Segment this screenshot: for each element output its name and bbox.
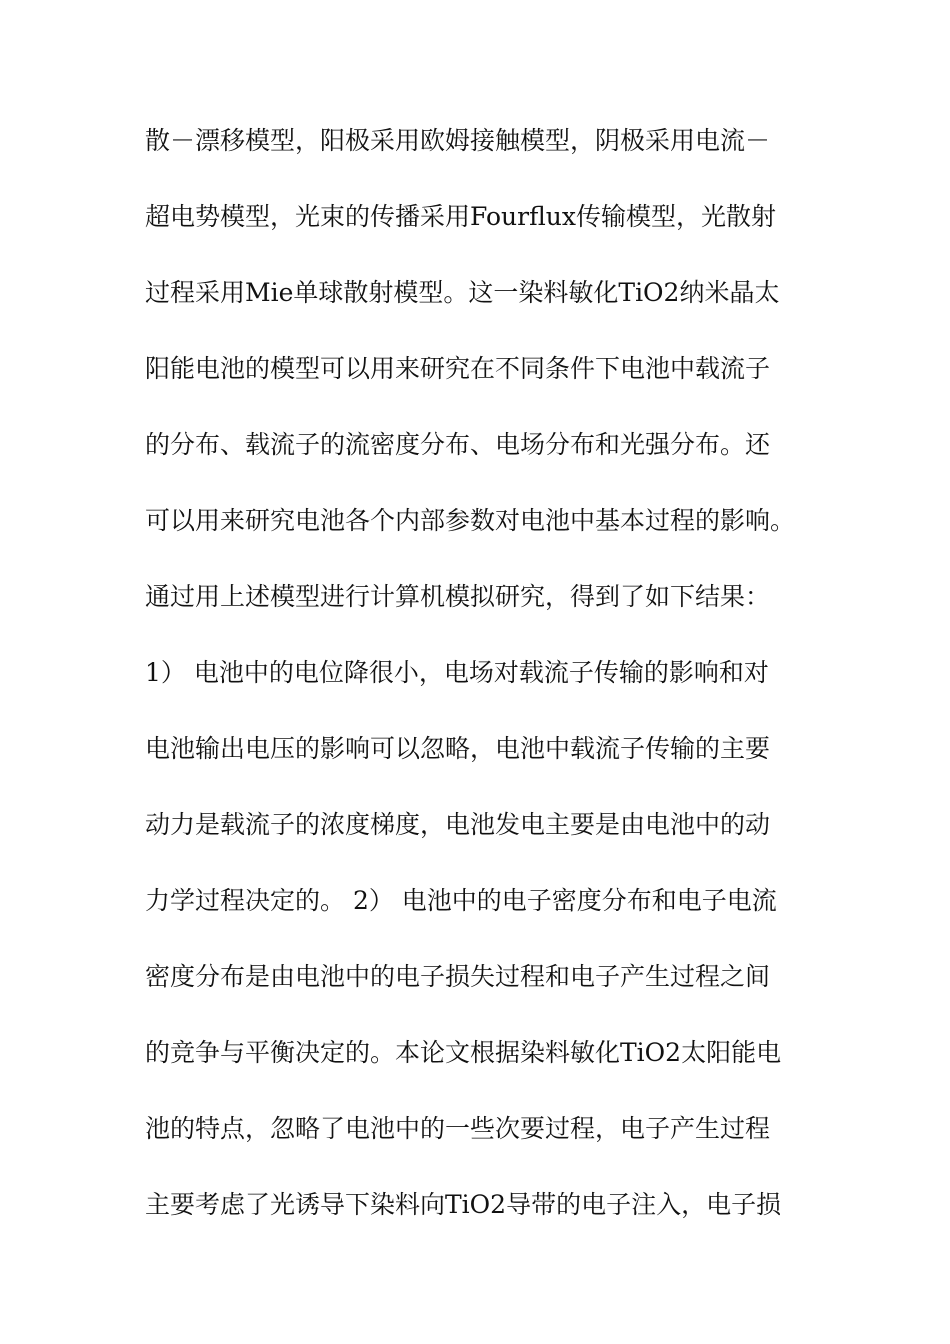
- text-line: 动力是载流子的浓度梯度，电池发电主要是由电池中的动: [145, 810, 771, 839]
- text-line: 可以用来研究电池各个内部参数对电池中基本过程的影响。: [145, 506, 796, 535]
- text-line: 的竞争与平衡决定的。本论文根据染料敏化TiO2太阳能电: [145, 1038, 782, 1067]
- text-line: 池的特点，忽略了电池中的一些次要过程，电子产生过程: [145, 1114, 771, 1143]
- text-line: 散－漂移模型，阳极采用欧姆接触模型，阴极采用电流－: [145, 126, 771, 155]
- text-line: 力学过程决定的。 2） 电池中的电子密度分布和电子电流: [145, 886, 777, 915]
- text-line: 通过用上述模型进行计算机模拟研究，得到了如下结果：: [145, 582, 771, 611]
- text-line: 超电势模型，光束的传播采用Fourflux传输模型，光散射: [145, 202, 776, 231]
- text-line: 主要考虑了光诱导下染料向TiO2导带的电子注入，电子损: [145, 1190, 782, 1219]
- text-line: 过程采用Mie单球散射模型。这一染料敏化TiO2纳米晶太: [145, 278, 780, 307]
- text-line: 的分布、载流子的流密度分布、电场分布和光强分布。还: [145, 430, 771, 459]
- text-line: 电池输出电压的影响可以忽略，电池中载流子传输的主要: [145, 734, 771, 763]
- text-line: 阳能电池的模型可以用来研究在不同条件下电池中载流子: [145, 354, 771, 383]
- text-line: 1） 电池中的电位降很小，电场对载流子传输的影响和对: [145, 658, 769, 687]
- text-line: 密度分布是由电池中的电子损失过程和电子产生过程之间: [145, 962, 771, 991]
